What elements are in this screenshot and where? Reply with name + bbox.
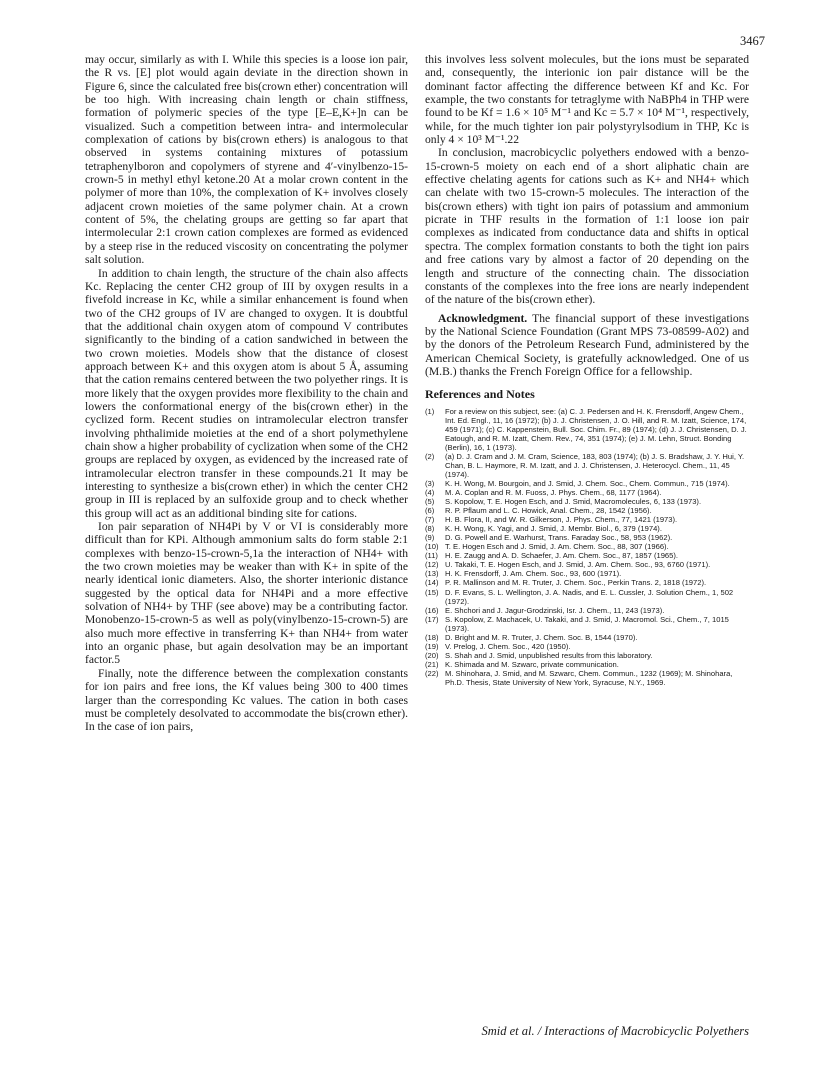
reference-text: S. Kopolow, Z. Machacek, U. Takaki, and J. Smid, J. Macromol. Sci., Chem., 7, 1015 (1973). (445, 614, 729, 633)
reference-text: U. Takaki, T. E. Hogen Esch, and J. Smid, J. Am. Chem. Soc., 93, 6760 (1971). (445, 560, 711, 570)
reference-number: (4) (425, 488, 435, 498)
references-list (425, 407, 749, 687)
acknowledgment-heading: Acknowledgment. (438, 311, 528, 325)
reference-item (425, 551, 749, 560)
references-heading: References and Notes (425, 387, 535, 402)
reference-text: T. E. Hogen Esch and J. Smid, J. Am. Chem. Soc., 88, 307 (1966). (445, 542, 669, 552)
reference-text: (a) D. J. Cram and J. M. Cram, Science, 183, 803 (1974); (b) J. S. Bradshaw, J. Y. Hui, Y. Chan, B. L. Haymore, R. M. Izatt, and J. J. Christensen, J. Heterocycl. Chem., 11, 45 (1974). (445, 451, 745, 479)
reference-number: (15) (425, 587, 439, 597)
reference-item (425, 615, 749, 633)
reference-number: (11) (425, 551, 438, 561)
acknowledgment-paragraph (425, 312, 749, 379)
reference-number: (3) (425, 478, 435, 488)
reference-number: (21) (425, 659, 439, 669)
reference-item (425, 578, 749, 587)
reference-item (425, 660, 749, 669)
reference-text: D. Bright and M. R. Truter, J. Chem. Soc. B, 1544 (1970). (445, 632, 638, 642)
reference-item (425, 542, 749, 551)
reference-item (425, 488, 749, 497)
reference-text: S. Kopolow, T. E. Hogen Esch, and J. Smid, Macromolecules, 6, 133 (1973). (445, 497, 702, 507)
reference-text: H. K. Frensdorff, J. Am. Chem. Soc., 93, 600 (1971). (445, 569, 622, 579)
left-column (85, 53, 408, 734)
reference-number: (14) (425, 578, 439, 588)
reference-text: K. Shimada and M. Szwarc, private communication. (445, 659, 619, 669)
reference-item (425, 669, 749, 687)
body-paragraph: In addition to chain length, the structure of the chain also affects Kc. Replacing the center CH2 group of III by oxygen results in a fivefold increase in Kc, while a similar enhancement is found when two of the CH2 groups of IV are changed to oxygen. It is doubtful that the additional chain oxygen atom of compound V contributes significantly to the binding of a cation sandwiched in between the two crown moieties. Models show that the distance of closest approach between K+ and this oxygen atom is about 5 Å, assuming that the cation remains centered between the two polyether rings. It is more likely that the oxygen provides more flexibility to the chain and lowers the conformational energy of the bis(crown ether) in the cyclized form. Recent studies on intramolecular electron transfer involving phthalimide moieties at the end of a short polymethylene chain show a higher probability of cyclization when some of the CH2 groups are replaced by oxygen, as evidenced by the increased rate of intramolecular electron transfer in these compounds.21 It may be interesting to synthesize a bis(crown ether) in which the center CH2 group in III is replaced by an sulfoxide group and to check whether this group will act as an additional binding site for cations. (85, 266, 408, 520)
reference-item (425, 633, 749, 642)
reference-number: (8) (425, 524, 435, 534)
reference-text: M. A. Coplan and R. M. Fuoss, J. Phys. Chem., 68, 1177 (1964). (445, 488, 662, 498)
reference-text: P. R. Mallinson and M. R. Truter, J. Chem. Soc., Perkin Trans. 2, 1818 (1972). (445, 578, 707, 588)
reference-number: (5) (425, 497, 435, 507)
reference-item (425, 452, 749, 479)
reference-number: (6) (425, 506, 435, 516)
reference-item (425, 642, 749, 651)
reference-number: (19) (425, 641, 439, 651)
page-number: 3467 (740, 34, 765, 48)
reference-text: S. Shah and J. Smid, unpublished results from this laboratory. (445, 650, 653, 660)
reference-text: V. Prelog, J. Chem. Soc., 420 (1950). (445, 641, 571, 651)
body-paragraph: Finally, note the difference between the complexation constants for ion pairs and free ions, the Kf values being 300 to 400 times larger than the corresponding Kc values. The cation in both cases must be completely desolvated to accommodate the bis(crown ether). In the case of ion pairs, (85, 666, 408, 734)
reference-text: R. P. Pflaum and L. C. Howick, Anal. Chem., 28, 1542 (1956). (445, 506, 652, 516)
reference-text: K. H. Wong, M. Bourgoin, and J. Smid, J. Chem. Soc., Chem. Commun., 715 (1974). (445, 478, 730, 488)
reference-item (425, 515, 749, 524)
reference-number: (18) (425, 632, 439, 642)
running-footer: Smid et al. / Interactions of Macrobicyclic Polyethers (481, 1024, 749, 1038)
reference-number: (22) (425, 668, 439, 678)
reference-number: (13) (425, 569, 439, 579)
reference-text: H. E. Zaugg and A. D. Schaefer, J. Am. Chem. Soc., 87, 1857 (1965). (445, 551, 678, 561)
reference-number: (10) (425, 542, 439, 552)
reference-item (425, 407, 749, 452)
reference-text: M. Shinohara, J. Smid, and M. Szwarc, Chem. Commun., 1232 (1969); M. Shinohara, Ph.D. Thesis, State University of New York, Syracuse, N.Y., 1969. (445, 668, 733, 687)
reference-number: (7) (425, 515, 435, 525)
reference-text: D. G. Powell and E. Warhurst, Trans. Faraday Soc., 58, 953 (1962). (445, 533, 673, 543)
reference-number: (12) (425, 560, 439, 570)
reference-text: H. B. Flora, II, and W. R. Gilkerson, J. Phys. Chem., 77, 1421 (1973). (445, 515, 678, 525)
reference-item (425, 651, 749, 660)
reference-item (425, 533, 749, 542)
reference-item (425, 524, 749, 533)
reference-item (425, 497, 749, 506)
reference-item (425, 588, 749, 606)
body-paragraph: Ion pair separation of NH4Pi by V or VI is considerably more difficult than for KPi. Although ammonium salts do form stable 2:1 complexes with benzo-15-crown-5,1a the interaction of NH4+ with the two crown moieties may be weaker than with K+ in spite of the nearly identical ionic diameters. Also, the shorter interionic distance suggested by the optical data for NH4Pi and a more effective solvation of NH4+ by THF (see above) may be a contributing factor. Monobenzo-15-crown-5 as well as poly(vinylbenzo-15-crown-5) are also much more effective in transferring K+ than NH4+ from water into an organic phase, but again desolvation may be an important factor.5 (85, 520, 408, 667)
conclusion-paragraph: In conclusion, macrobicyclic polyethers endowed with a benzo-15-crown-5 moiety on each end of a short aliphatic chain are effective chelating agents for cations such as K+ and NH4+ which can chelate with two 15-crown-5 molecules. The interaction of the bis(crown ethers) with tight ion pairs of potassium and ammonium picrate in THF results in the formation of 1:1 loose ion pair complexes as indicated from conductance data and shifts in optical spectra. The complex formation constants to both the tight ion pairs and free cations vary by almost a factor of 20 depending on the length and structure of the connecting chain. The dissociation constants of the complexes into the free ions are nearly independent of the nature of the bis(crown ether). (425, 146, 749, 307)
reference-number: (17) (425, 614, 439, 624)
reference-text: E. Shchori and J. Jagur-Grodzinski, Isr. J. Chem., 11, 243 (1973). (445, 605, 665, 615)
body-paragraph: this involves less solvent molecules, but the ions must be separated and, consequently, the interionic ion pair distance will be the dominant factor affecting the difference between Kf and Kc. For example, the two constants for tetraglyme with NaBPh4 in THP were found to be Kf = 1.6 × 10⁵ M⁻¹ and Kc = 5.7 × 10⁴ M⁻¹, respectively, while, for the much tighter ion pair polystyrylsodium in THP, Kc is only 4 × 10³ M⁻¹.22 (425, 53, 749, 147)
reference-number: (20) (425, 650, 439, 660)
reference-item (425, 506, 749, 515)
reference-number: (2) (425, 451, 435, 461)
acknowledgment-text: The financial support of these investigations by the National Science Foundation (Grant MPS 73-08599-A02) and by the donors of the Petroleum Research Fund, administered by the American Chemical Society, is gratefully acknowledged. One of us (M.B.) thanks the French Foreign Office for a fellowship. (425, 311, 749, 378)
reference-number: (1) (425, 406, 435, 416)
reference-number: (16) (425, 605, 439, 615)
body-paragraph: may occur, similarly as with I. While this species is a loose ion pair, the R vs. [E] plot would again deviate in the direction shown in Figure 6, since the calculated free bis(crown ether) concentration will be too high. With increasing chain length or chain stiffness, formation of polymeric species of the type [E–E,K+]n can be visualized. Such a competition between intra- and intermolecular complexation of cations by bis(crown ethers) is analogous to that observed in systems containing mixtures of potassium tetraphenylboron and copolymers of styrene and 4′-vinylbenzo-15-crown-5 in methyl ethyl ketone.20 At a molar crown content in the polymer of more than 10%, the complexation of K+ involves closely adjacent crown moieties of the same polymer chain. At a crown content of 5%, the chelating groups are getting so far apart that intermolecular 2:1 crown cation complexes are formed as evidenced by a steep rise in the reduced viscosity on concentrating the polymer salt solution. (85, 53, 408, 267)
reference-text: D. F. Evans, S. L. Wellington, J. A. Nadis, and E. L. Cussler, J. Solution Chem., 1, 502 (1972). (445, 587, 734, 606)
reference-item (425, 479, 749, 488)
right-column (425, 53, 749, 687)
reference-text: For a review on this subject, see: (a) C. J. Pedersen and H. K. Frensdorff, Angew Chem., Int. Ed. Engl., 11, 16 (1972); (b) J. J. Christensen, J. O. Hill, and R. M. Izatt, Science, 174, 459 (1971); (c) C. Kappenstein, Bull. Soc. Chim. Fr., 89 (1974); (d) J. J. Christensen, D. J. Eatough, and R. M. Izatt, Chem. Rev., 74, 351 (1974); (e) J. M. Lehn, Struct. Bonding (Berlin), 16, 1 (1973). (445, 406, 747, 452)
reference-item (425, 569, 749, 578)
reference-number: (9) (425, 533, 435, 543)
reference-text: K. H. Wong, K. Yagi, and J. Smid, J. Membr. Biol., 6, 379 (1974). (445, 524, 662, 534)
reference-item (425, 560, 749, 569)
reference-item (425, 606, 749, 615)
